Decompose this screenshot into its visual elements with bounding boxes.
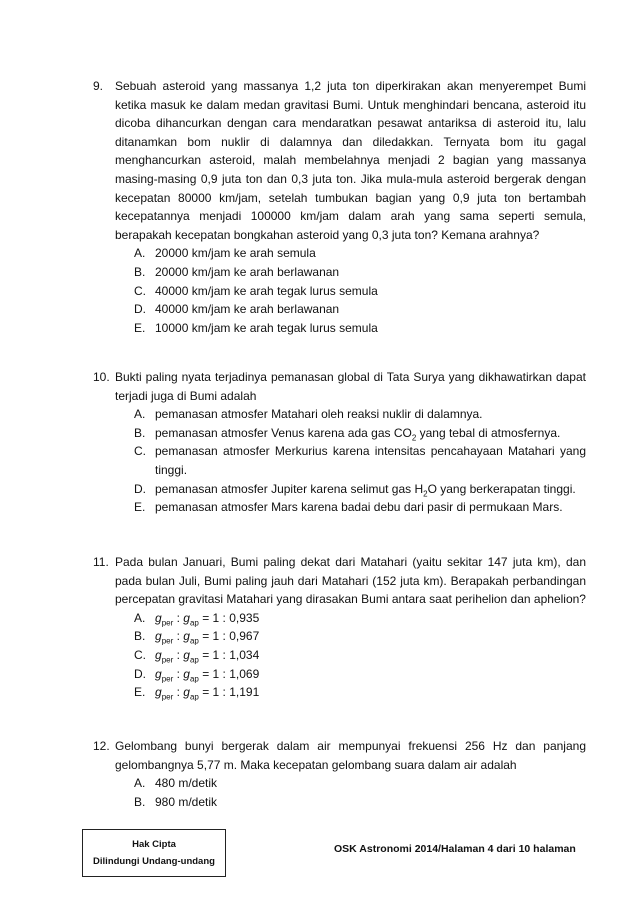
question-text: Gelombang bunyi bergerak dalam air mempunyai frekuensi 256 Hz dan panjang gelombangnya 5,77 m. Maka kecepatan gelombang suara dalam air adalah xyxy=(115,739,586,772)
question-text: Sebuah asteroid yang massanya 1,2 juta ton diperkirakan akan menyerempet Bumi ketika masuk ke dalam medan gravitasi Bumi. Untuk menghindari bencana, asteroid itu dicoba dihancurkan dengan cara mendaratkan pesawat antariksa di asteroid itu, lalu ditanamkan bom nuklir di dalamnya dan diledakkan. Ternyata bom itu gagal menghancurkan asteroid, malah membelahnya menjadi 2 bagian yang massanya masing-masing 0,9 juta ton dan 0,3 juta ton. Jika mula-mula asteroid bergerak dengan kecepatan 80000 km/jam, setelah tumbukan bagian yang 0,9 juta ton bertambah kecepatannya menjadi 100000 km/jam dalam arah yang sama seperti semula, berapakah kecepatan bongkahan asteroid yang 0,3 juta ton? Kemana arahnya? xyxy=(115,79,586,242)
option-e: E. 10000 km/jam ke arah tegak lurus semula xyxy=(134,320,378,335)
option-c: C. $g_{per}$ : $g_{ap} = 1$ : 1,034 xyxy=(134,647,260,665)
option-e: E. pemanasan atmosfer Mars karena badai debu dari pasir di permukaan Mars. xyxy=(134,500,563,515)
option-c: C. 40000 km/jam ke arah tegak lurus semula xyxy=(134,283,378,298)
question-11 xyxy=(93,553,586,702)
page-info: OSK Astronomi 2014/Halaman 4 dari 10 halaman xyxy=(334,843,576,855)
option-b: B. 20000 km/jam ke arah berlawanan xyxy=(134,264,340,279)
options-list xyxy=(93,405,586,517)
question-number: 9. xyxy=(93,79,104,93)
option-c: C. pemanasan atmosfer Merkurius karena intensitas pencahayaan Matahari yang tinggi. xyxy=(134,444,586,477)
copyright-line-1: Hak Cipta xyxy=(132,839,176,850)
option-a: A. 20000 km/jam ke arah semula xyxy=(134,246,316,261)
option-d: D. $g_{per}$ : $g_{ap} = 1$ : 1,069 xyxy=(134,666,260,683)
question-12 xyxy=(93,737,586,811)
question-10 xyxy=(93,368,586,517)
question-text: Pada bulan Januari, Bumi paling dekat dari Matahari (yaitu sekitar 147 juta km), dan pada bulan Juli, Bumi paling jauh dari Matahari (152 juta km). Berapakah perbandingan percepatan gravitasi Matahari yang dirasakan Bumi antara saat perihelion dan aphelion? xyxy=(115,555,586,607)
option-d: D. pemanasan atmosfer Jupiter karena selimut gas $H_2O$ yang berkerapatan tinggi. xyxy=(134,481,576,498)
question-number: 11. xyxy=(93,555,109,569)
option-a: A. 480 m/detik xyxy=(134,776,218,791)
options-list xyxy=(93,244,586,337)
option-a: A. pemanasan atmosfer Matahari oleh reaksi nuklir di dalamnya. xyxy=(134,407,483,422)
copyright-line-2: Dilindungi Undang-undang xyxy=(93,856,215,867)
option-d: D. 40000 km/jam ke arah berlawanan xyxy=(134,302,340,317)
copyright-box xyxy=(82,829,226,877)
option-e: E. $g_{per}$ : $g_{ap} = 1$ : 1,191 xyxy=(134,685,260,702)
question-9 xyxy=(93,77,586,337)
options-list xyxy=(93,774,586,811)
option-b: B. $g_{per}$ : $g_{ap} = 1$ : 0,967 xyxy=(134,629,260,646)
question-text: Bukti paling nyata terjadinya pemanasan global di Tata Surya yang dikhawatirkan dapat terjadi juga di Bumi adalah xyxy=(115,370,586,403)
option-a: A. $g_{per}$ : $g_{ap} = 1$ : 0,935 xyxy=(134,610,260,628)
options-list xyxy=(93,609,586,702)
option-b: B. 980 m/detik xyxy=(134,794,218,809)
question-number: 12. xyxy=(93,739,110,753)
question-number: 10. xyxy=(93,370,110,384)
option-b: B. pemanasan atmosfer Venus karena ada gas $CO_2$ yang tebal di atmosfernya. xyxy=(134,425,561,443)
